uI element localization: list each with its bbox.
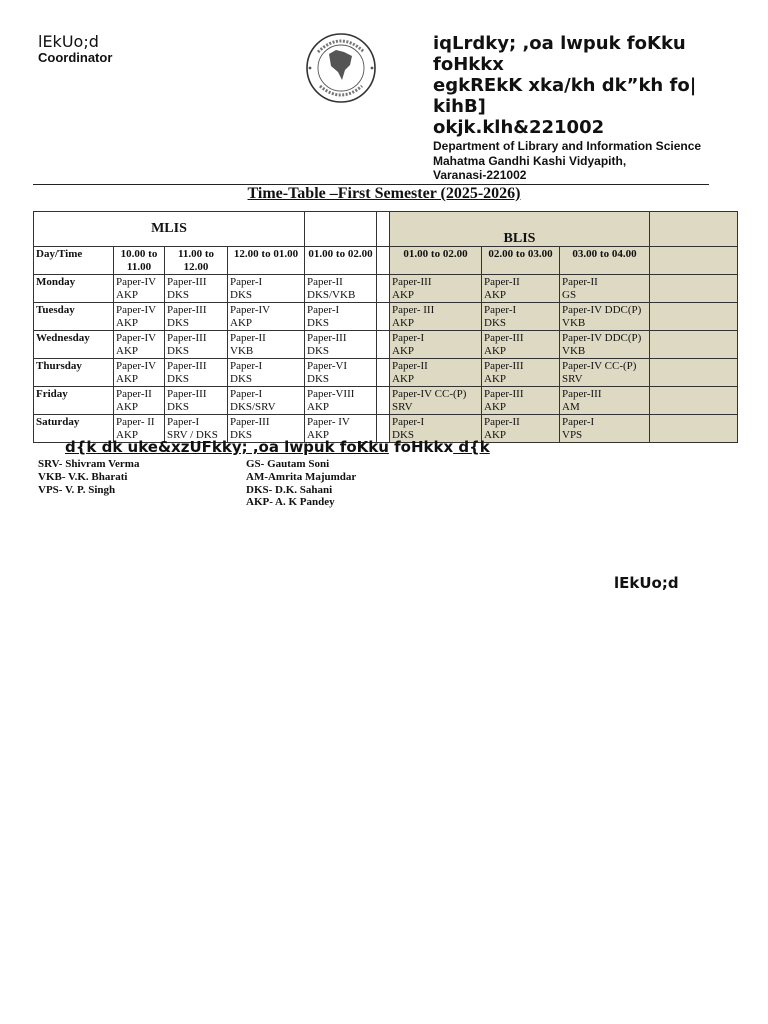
dept-english-line-3: Varanasi-221002 xyxy=(433,168,527,182)
dept-english-line-1: Department of Library and Information Science xyxy=(433,139,702,153)
coordinator-label: Coordinator xyxy=(38,50,113,65)
slot-paper: Paper-III xyxy=(484,332,524,344)
blis-slot-cell xyxy=(560,387,650,415)
slot-paper: Paper-III xyxy=(484,360,524,372)
slot-teacher: AKP xyxy=(484,372,507,385)
blis-slot-cell xyxy=(482,387,560,415)
legend-right-1: GS- Gautam Soni xyxy=(246,458,330,470)
legend-left-3: VPS- V. P. Singh xyxy=(38,484,116,496)
slot-teacher: VKB xyxy=(230,344,254,357)
blis-slot-cell xyxy=(560,275,650,303)
slot-paper: Paper- IV xyxy=(307,416,350,428)
blis-blank-cell xyxy=(650,303,738,331)
slot-paper: Paper-IV DDC(P) xyxy=(562,332,642,344)
slot-teacher: DKS xyxy=(307,316,330,329)
blis-label: BLIS xyxy=(390,212,650,247)
mlis-slot-cell xyxy=(165,275,228,303)
dept-english-line-2: Mahatma Gandhi Kashi Vidyapith, xyxy=(433,154,627,168)
mlis-slot-cell xyxy=(305,359,377,387)
slot-teacher: DKS xyxy=(230,288,253,301)
slot-teacher: AM xyxy=(562,400,580,413)
slot-paper: Paper-IV xyxy=(116,360,157,372)
slot-teacher: VKB xyxy=(562,316,586,329)
slot-teacher: AKP xyxy=(392,288,415,301)
slot-paper: Paper-I xyxy=(392,416,425,428)
slot-teacher: AKP xyxy=(116,400,139,413)
table-row xyxy=(34,359,738,387)
mlis-slot-cell xyxy=(305,331,377,359)
spacer-cell xyxy=(377,247,390,275)
slot-teacher: GS xyxy=(562,288,577,301)
table-row xyxy=(34,387,738,415)
slot-paper: Paper-II xyxy=(116,388,152,400)
slot-teacher: DKS xyxy=(392,428,415,441)
slot-paper: Paper-II xyxy=(562,276,598,288)
blis-slot-cell xyxy=(390,387,482,415)
legend-right-2: AM-Amrita Majumdar xyxy=(246,471,357,483)
slot-paper: Paper-III xyxy=(167,276,207,288)
mlis-slot-cell xyxy=(305,387,377,415)
legend-right-3: DKS- D.K. Sahani xyxy=(246,484,333,496)
blis-blank-cell xyxy=(650,212,738,247)
coordinator-signature: lEkUo;d xyxy=(614,574,679,592)
dept-hindi-line-5: okjk.klh&221002 xyxy=(433,117,605,138)
day-cell: Monday xyxy=(34,275,114,303)
slot-teacher: DKS xyxy=(167,400,190,413)
slot-paper: Paper-II xyxy=(392,360,428,372)
blis-blank-cell xyxy=(650,415,738,443)
slot-teacher: AKP xyxy=(307,400,330,413)
slot-paper: Paper-VI xyxy=(307,360,348,372)
col-header-mlis-2: 11.00 to 12.00 xyxy=(165,247,228,275)
col-header-mlis-3: 12.00 to 01.00 xyxy=(228,247,305,275)
slot-paper: Paper-III xyxy=(392,276,432,288)
slot-teacher: AKP xyxy=(116,372,139,385)
blis-slot-cell xyxy=(560,303,650,331)
mlis-slot-cell xyxy=(165,331,228,359)
slot-paper: Paper-I xyxy=(484,304,517,316)
slot-paper: Paper-III xyxy=(230,416,270,428)
slot-paper: Paper-IV DDC(P) xyxy=(562,304,642,316)
slot-teacher: DKS xyxy=(307,372,330,385)
slot-teacher: DKS xyxy=(307,344,330,357)
day-cell: Thursday xyxy=(34,359,114,387)
slot-paper: Paper-III xyxy=(167,388,207,400)
faculty-heading-part-1: d{k dk uke&xzUFkky; ,oa lwpuk foKku xyxy=(65,438,389,456)
blis-slot-cell xyxy=(560,331,650,359)
slot-paper: Paper-I xyxy=(167,416,200,428)
slot-teacher: DKS xyxy=(167,372,190,385)
mlis-slot-cell xyxy=(114,303,165,331)
slot-paper: Paper-IV xyxy=(230,304,271,316)
spacer-cell xyxy=(377,359,390,387)
slot-teacher: AKP xyxy=(484,344,507,357)
slot-paper: Paper-III xyxy=(167,304,207,316)
mlis-slot-cell xyxy=(165,359,228,387)
header-blank xyxy=(305,212,377,247)
blis-blank-cell xyxy=(650,359,738,387)
spacer-cell xyxy=(377,331,390,359)
slot-teacher: AKP xyxy=(116,428,139,441)
col-header-blis-3: 03.00 to 04.00 xyxy=(560,247,650,275)
mlis-slot-cell xyxy=(305,303,377,331)
slot-teacher: AKP xyxy=(116,288,139,301)
slot-teacher: AKP xyxy=(484,400,507,413)
day-cell: Friday xyxy=(34,387,114,415)
dept-hindi-line-3: egkREkK xka/kh dk”kh fo| xyxy=(433,75,697,96)
blis-slot-cell xyxy=(482,275,560,303)
slot-teacher: DKS xyxy=(484,316,507,329)
blis-slot-cell xyxy=(390,275,482,303)
slot-paper: Paper-I xyxy=(230,360,263,372)
blis-slot-cell xyxy=(482,303,560,331)
mlis-slot-cell xyxy=(114,387,165,415)
slot-teacher: AKP xyxy=(392,316,415,329)
day-cell: Tuesday xyxy=(34,303,114,331)
mlis-label: MLIS xyxy=(34,212,305,247)
mlis-slot-cell xyxy=(228,303,305,331)
slot-teacher: DKS xyxy=(167,288,190,301)
slot-paper: Paper-II xyxy=(484,416,520,428)
slot-paper: Paper-I xyxy=(230,276,263,288)
timetable-title: Time-Table –First Semester (2025-2026) xyxy=(247,185,521,202)
slot-teacher: DKS xyxy=(230,372,253,385)
slot-paper: Paper- II xyxy=(116,416,155,428)
faculty-heading-part-2: foHkkx xyxy=(388,438,454,456)
spacer-cell xyxy=(377,275,390,303)
blis-blank-cell xyxy=(650,247,738,275)
blis-slot-cell xyxy=(390,303,482,331)
legend-left-2: VKB- V.K. Bharati xyxy=(38,471,128,483)
col-header-blis-2: 02.00 to 03.00 xyxy=(482,247,560,275)
blis-slot-cell xyxy=(560,359,650,387)
blis-blank-cell xyxy=(650,275,738,303)
slot-teacher: AKP xyxy=(116,316,139,329)
slot-teacher: DKS xyxy=(167,316,190,329)
spacer-cell xyxy=(377,303,390,331)
day-cell: Saturday xyxy=(34,415,114,443)
col-header-mlis-4: 01.00 to 02.00 xyxy=(305,247,377,275)
slot-paper: Paper-IV CC-(P) xyxy=(562,360,637,372)
dept-hindi-line-1: iqLrdky; ,oa lwpuk foKku xyxy=(433,33,686,54)
slot-teacher: DKS xyxy=(167,344,190,357)
slot-teacher: AKP xyxy=(307,428,330,441)
slot-teacher: AKP xyxy=(116,344,139,357)
slot-teacher: AKP xyxy=(484,428,507,441)
blis-slot-cell xyxy=(482,359,560,387)
slot-paper: Paper-I xyxy=(562,416,595,428)
slot-paper: Paper-III xyxy=(167,360,207,372)
slot-paper: Paper-VIII xyxy=(307,388,355,400)
slot-paper: Paper-I xyxy=(307,304,340,316)
legend-right-4: AKP- A. K Pandey xyxy=(246,496,335,508)
slot-paper: Paper-I xyxy=(230,388,263,400)
faculty-heading-part-3: d{k xyxy=(453,438,490,456)
blis-blank-cell xyxy=(650,331,738,359)
slot-paper: Paper-IV xyxy=(116,304,157,316)
table-row xyxy=(34,331,738,359)
blis-blank-cell xyxy=(650,387,738,415)
slot-teacher: SRV xyxy=(562,372,583,385)
slot-teacher: SRV xyxy=(392,400,413,413)
slot-paper: Paper-II xyxy=(307,276,343,288)
slot-paper: Paper-IV CC-(P) xyxy=(392,388,467,400)
slot-teacher: VKB xyxy=(562,344,586,357)
mlis-slot-cell xyxy=(165,387,228,415)
slot-paper: Paper-III xyxy=(562,388,602,400)
slot-paper: Paper-II xyxy=(484,276,520,288)
slot-teacher: DKS/SRV xyxy=(230,400,276,413)
slot-teacher: DKS xyxy=(230,428,253,441)
mlis-slot-cell xyxy=(228,387,305,415)
slot-paper: Paper-III xyxy=(167,332,207,344)
blis-slot-cell xyxy=(390,359,482,387)
mlis-slot-cell xyxy=(305,275,377,303)
mlis-slot-cell xyxy=(228,331,305,359)
table-row xyxy=(34,275,738,303)
university-seal-icon xyxy=(300,32,382,104)
day-cell: Wednesday xyxy=(34,331,114,359)
slot-teacher: AKP xyxy=(392,344,415,357)
blis-slot-cell xyxy=(390,331,482,359)
dept-hindi-line-2: foHkkx xyxy=(433,54,504,75)
spacer-cell xyxy=(377,387,390,415)
col-header-mlis-1: 10.00 to 11.00 xyxy=(114,247,165,275)
faculty-heading xyxy=(65,438,490,456)
slot-paper: Paper-I xyxy=(392,332,425,344)
col-header-blis-1: 01.00 to 02.00 xyxy=(390,247,482,275)
col-header-day: Day/Time xyxy=(34,247,114,275)
blis-slot-cell xyxy=(482,331,560,359)
spacer-cell xyxy=(377,212,390,247)
slot-teacher: AKP xyxy=(484,288,507,301)
timetable xyxy=(33,211,738,443)
mlis-slot-cell xyxy=(114,331,165,359)
mlis-slot-cell xyxy=(114,359,165,387)
slot-paper: Paper- III xyxy=(392,304,435,316)
legend-left-1: SRV- Shivram Verma xyxy=(38,458,140,470)
slot-teacher: DKS/VKB xyxy=(307,288,356,301)
blis-slot-cell xyxy=(560,415,650,443)
mlis-slot-cell xyxy=(165,303,228,331)
slot-paper: Paper-III xyxy=(307,332,347,344)
slot-teacher: VPS xyxy=(562,428,583,441)
slot-paper: Paper-IV xyxy=(116,276,157,288)
mlis-slot-cell xyxy=(114,275,165,303)
slot-paper: Paper-IV xyxy=(116,332,157,344)
slot-teacher: AKP xyxy=(230,316,253,329)
table-row xyxy=(34,303,738,331)
slot-paper: Paper-III xyxy=(484,388,524,400)
slot-teacher: AKP xyxy=(392,372,415,385)
mlis-slot-cell xyxy=(228,275,305,303)
dept-hindi-line-4: kihB] xyxy=(433,96,486,117)
coordinator-hindi-label: lEkUo;d xyxy=(38,32,99,51)
blis-slot-cell xyxy=(482,415,560,443)
slot-paper: Paper-II xyxy=(230,332,266,344)
slot-teacher: SRV / DKS xyxy=(167,428,218,441)
mlis-slot-cell xyxy=(228,359,305,387)
